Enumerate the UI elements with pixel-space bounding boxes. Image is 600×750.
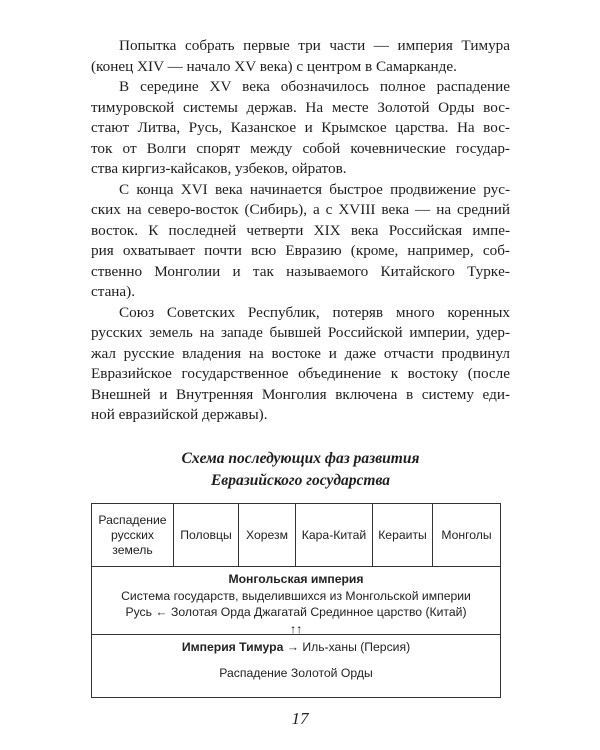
- text-line: Внешней и Внутренняя Монголия включена в систему еди-: [91, 385, 510, 403]
- scheme-title-line: Схема последующих фаз развития: [181, 450, 420, 467]
- timur-rest: → Иль-ханы (Персия): [283, 640, 411, 654]
- text-line: ства киргиз-кайсаков, узбеков, ойратов.: [91, 160, 347, 177]
- text-line: тимуровской системы держав. На месте Золотой Орды вос-: [91, 98, 510, 116]
- scheme-cell: Распадение русских земель: [92, 504, 174, 566]
- timur-title: Империя Тимура: [181, 640, 284, 654]
- scheme-title: [91, 448, 510, 492]
- scheme-cell: Монголы: [441, 527, 492, 542]
- text-line: Союз Советских Республик, потеряв много коренных: [119, 303, 510, 321]
- collapse-line: Распадение Золотой Орды: [219, 666, 373, 680]
- up-arrows: ↑↑: [289, 621, 303, 636]
- scheme-empire-row: [92, 567, 500, 635]
- scheme-cell: Половцы: [174, 504, 239, 566]
- text-line: (конец XIV — начало XV века) с центром в Самарканде.: [91, 57, 457, 75]
- text-line: ственно Монголии и так называемого Китайского Туркe-: [91, 262, 510, 280]
- body-text: [91, 36, 510, 426]
- scheme-title-line: Евразийского государства: [210, 472, 391, 489]
- scheme-cell: Кара-Китай: [296, 504, 373, 566]
- scheme-cell: Кераиты: [373, 504, 433, 566]
- scheme-cell: Хорезм: [239, 504, 296, 566]
- empire-line: Русь ← Золотая Орда Джагатай Срединное царство (Китай): [125, 605, 467, 619]
- page-number: 17: [291, 709, 309, 728]
- text-line: стана).: [91, 283, 136, 300]
- text-line: Евразийское государственное объединение к востоку (после: [91, 365, 510, 382]
- text-line: жал русские владения на востоке и даже отчасти продвинул: [91, 344, 510, 362]
- text-line: восток. К последней четверти XIX века Российская импе-: [91, 221, 510, 239]
- timur-line: [92, 639, 500, 656]
- empire-line: Система государств, выделившихся из Монгольской империи: [121, 588, 471, 603]
- text-line: С конца XVI века начинается быстрое продвижение рус-: [119, 180, 510, 198]
- text-line: Попытка собрать первые три части — империя Тимура: [119, 37, 510, 54]
- scheme-top-row: [92, 504, 500, 567]
- text-line: ских на северо-восток (Сибирь), а с XVIII века — на средний: [91, 201, 510, 218]
- scheme-table: [91, 503, 501, 698]
- text-line: ной евразийской державы).: [91, 406, 268, 423]
- text-line: русских земель на западе бывшей Российской империи, удер-: [91, 324, 510, 341]
- scheme-timur-row: [92, 635, 500, 697]
- text-line: ток от Волги спорят между собой кочевнические государ-: [91, 139, 510, 157]
- empire-title: Монгольская империя: [228, 572, 364, 586]
- text-line: стают Литва, Русь, Казанское и Крымское царства. На вос-: [91, 119, 510, 136]
- text-line: В середине XV века обозначилось полное распадение: [119, 78, 510, 95]
- text-line: рия охватывает почти всю Евразию (кроме, например, соб-: [91, 242, 510, 259]
